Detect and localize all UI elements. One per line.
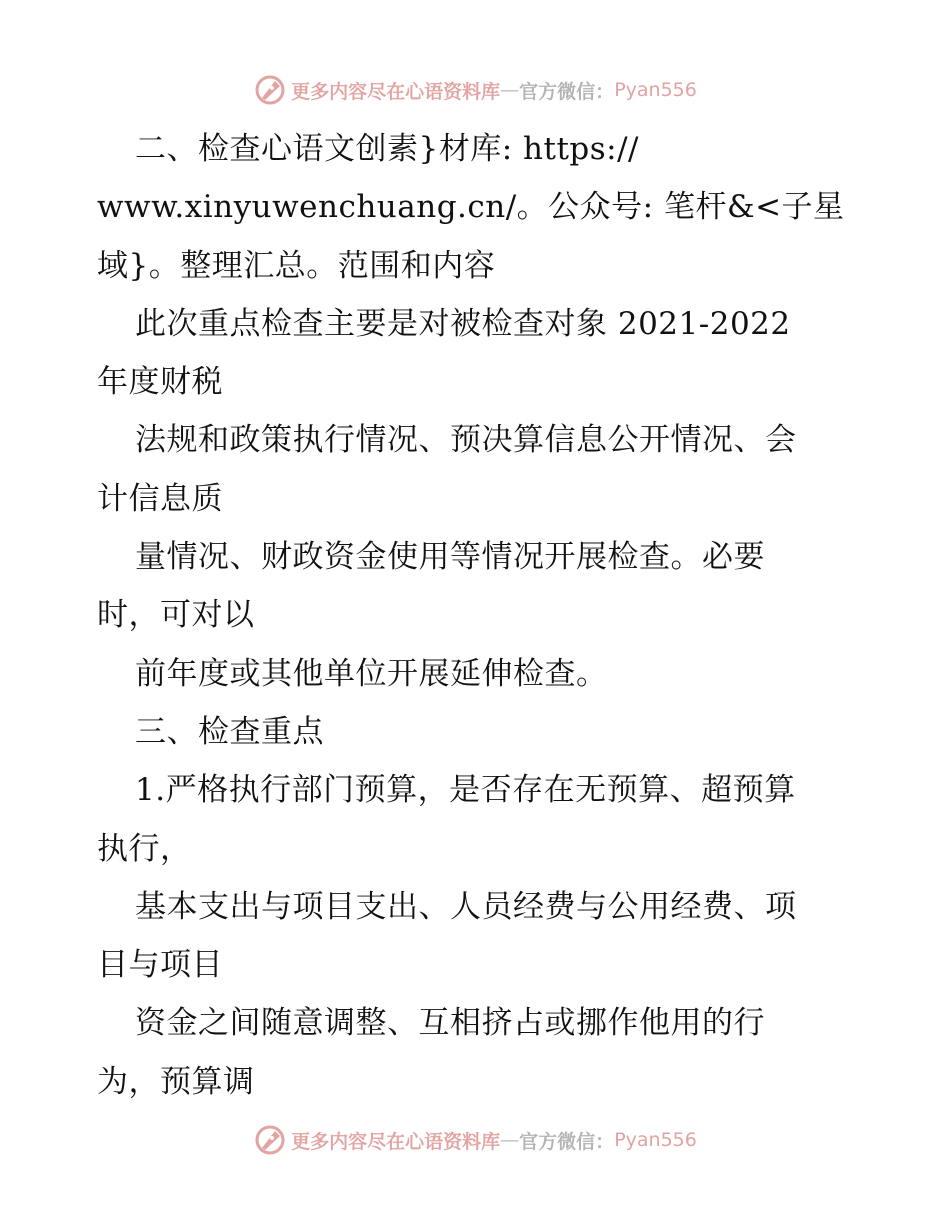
watermark-dash: —: [500, 79, 520, 101]
text-line: 时，可对以: [97, 597, 255, 634]
text-line: 目与项目: [97, 947, 223, 984]
text-line: 执行，: [97, 830, 192, 867]
text-line: 三、检查重点: [135, 713, 324, 750]
watermark-wechat-id: Pyan556: [614, 1129, 697, 1151]
text-line: 年度财税: [97, 364, 223, 401]
text-line: 此次重点检查主要是对被检查对象 2021-2022: [135, 305, 791, 342]
watermark-official-text: 官方微信：: [519, 80, 615, 103]
text-line: 1.严格执行部门预算，是否存在无预算、超预算: [135, 772, 796, 809]
text-line: 资金之间随意调整、互相挤占或挪作他用的行: [135, 1005, 765, 1042]
text-line: 基本支出与项目支出、人员经费与公用经费、项: [135, 888, 797, 925]
watermark-main-text: 更多内容尽在心语资料库: [291, 80, 501, 103]
text-line: 量情况、财政资金使用等情况开展检查。必要: [135, 539, 765, 576]
text-line: 计信息质: [97, 480, 223, 517]
watermark-main-text: 更多内容尽在心语资料库: [291, 1130, 501, 1153]
header-watermark: [0, 70, 950, 110]
text-line: www.xinyuwenchuang.cn/。公众号: 笔杆&<子星: [97, 189, 845, 226]
text-line: 为，预算调: [97, 1063, 255, 1100]
footer-watermark: [0, 1120, 950, 1160]
document-body: [97, 120, 857, 1111]
watermark-wechat-id: Pyan556: [614, 79, 697, 101]
watermark-dash: —: [500, 1129, 520, 1151]
text-line: 前年度或其他单位开展延伸检查。: [135, 655, 608, 692]
pen-nib-circle-icon: [253, 73, 287, 107]
text-line: 二、检查心语文创素}材库: https://: [135, 131, 639, 167]
pen-nib-circle-icon: [253, 1123, 287, 1157]
text-line: 域}。整理汇总。范围和内容: [97, 247, 496, 284]
watermark-official-text: 官方微信：: [519, 1130, 615, 1153]
text-line: 法规和政策执行情况、预决算信息公开情况、会: [135, 422, 797, 459]
